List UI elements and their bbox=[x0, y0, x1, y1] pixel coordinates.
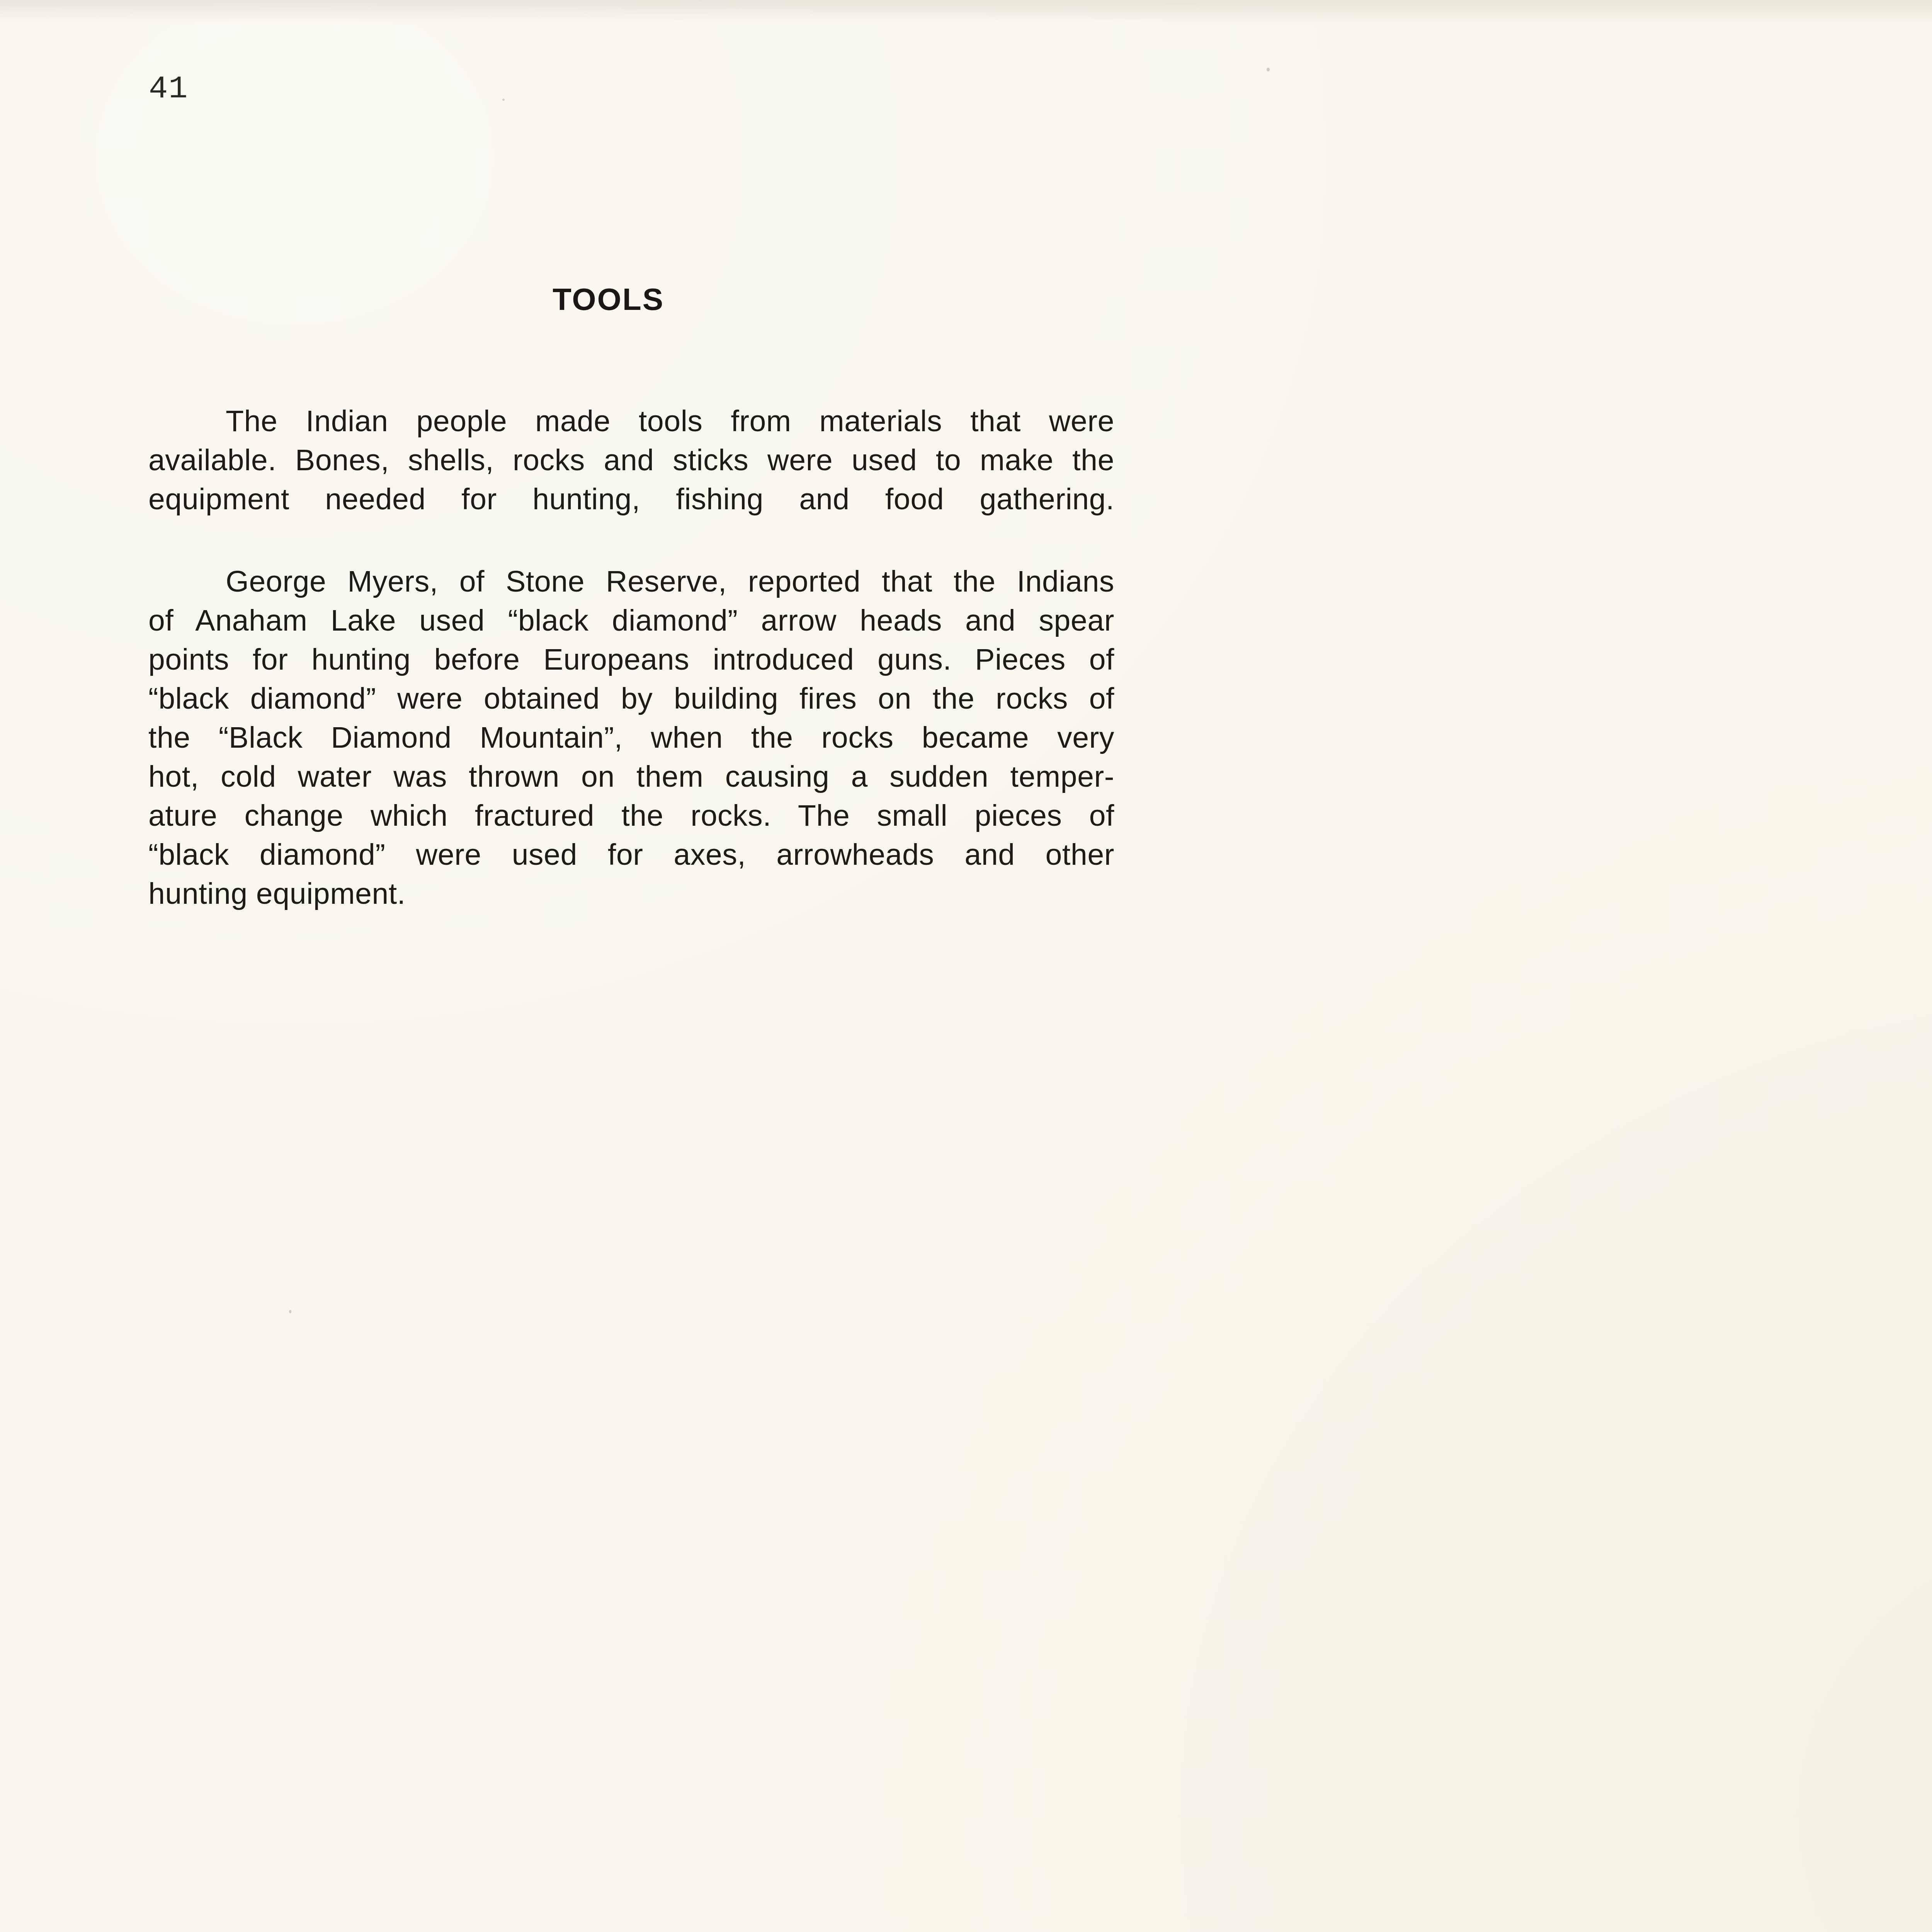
paragraph-2 bbox=[148, 562, 1114, 913]
paragraph-1-line-2: available. Bones, shells, rocks and sticks were used to make the bbox=[148, 444, 1114, 477]
paragraph-1-line-1: The Indian people made tools from materials that were bbox=[226, 405, 1114, 438]
page-top-shadow bbox=[0, 0, 1932, 23]
paragraph-2-line-7: ature change which fractured the rocks. The small pieces of bbox=[148, 799, 1114, 832]
paragraph-2-line-8: “black diamond” were used for axes, arrowheads and other bbox=[148, 838, 1114, 871]
paper-speck bbox=[502, 99, 505, 101]
paragraph-2-line-3: points for hunting before Europeans introduced guns. Pieces of bbox=[148, 643, 1114, 676]
paper-speck bbox=[289, 1310, 291, 1313]
paragraph-2-line-9: hunting equipment. bbox=[148, 877, 406, 910]
paragraph-2-line-6: hot, cold water was thrown on them causing a sudden temper- bbox=[148, 760, 1114, 793]
paragraph-1-line-3: equipment needed for hunting, fishing and food gathering. bbox=[148, 483, 1114, 516]
paragraph-2-line-1: George Myers, of Stone Reserve, reported that the Indians bbox=[226, 565, 1114, 598]
paragraph-2-line-5: the “Black Diamond Mountain”, when the rocks became very bbox=[148, 721, 1114, 754]
page-title: TOOLS bbox=[553, 282, 665, 316]
paragraph-2-line-4: “black diamond” were obtained by building fires on the rocks of bbox=[148, 682, 1114, 715]
paragraph-2-line-2: of Anaham Lake used “black diamond” arrow heads and spear bbox=[148, 604, 1114, 637]
page-number: 41 bbox=[149, 71, 189, 107]
paragraph-1 bbox=[148, 402, 1114, 519]
paper-speck bbox=[1267, 68, 1270, 71]
